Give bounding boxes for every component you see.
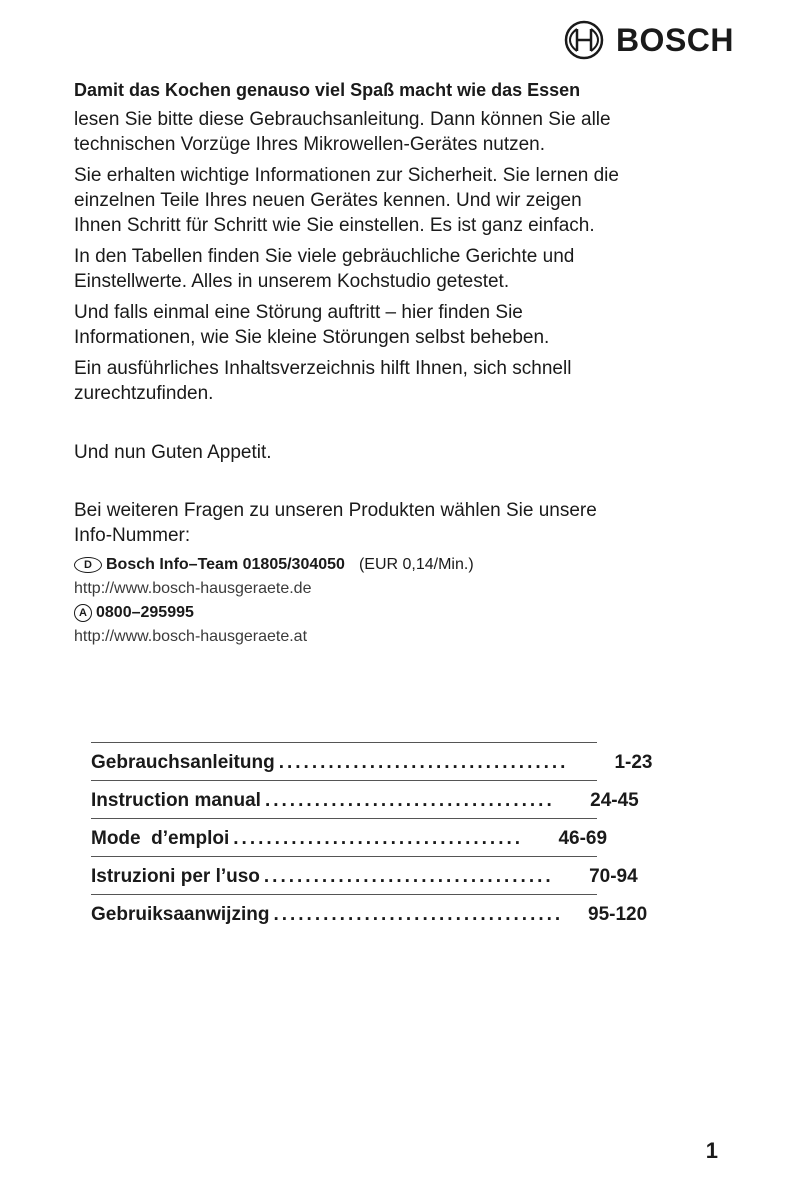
page-number: 1 — [705, 1138, 718, 1163]
closing-line: Und nun Guten Appetit. — [74, 442, 272, 463]
contact-germany-rate: (EUR 0,14/Min.) — [358, 556, 474, 573]
toc-row[interactable] — [91, 895, 648, 933]
url-austria[interactable]: http://www.bosch-hausgeraete.at — [74, 628, 308, 645]
intro-paragraph: Und falls einmal eine Störung auftritt – hier finden Sie Informationen, wie Sie kleine Störungen selbst beheben. — [74, 302, 550, 348]
contact-germany-label: Bosch Info–Team 01805/304050 — [106, 556, 345, 573]
country-badge-at: A — [74, 604, 92, 622]
contact-austria-phone: 0800–295995 — [96, 604, 194, 621]
toc-title: Gebruiksaanwijzing — [91, 904, 270, 925]
intro-section — [74, 78, 634, 648]
bosch-armature-icon — [564, 20, 604, 60]
toc-row[interactable] — [91, 819, 608, 857]
toc-pages: 46-69 — [558, 828, 608, 849]
intro-paragraph: Sie erhalten wichtige Informationen zur Sicherheit. Sie lernen die einzelnen Teile Ihres neuen Gerätes kennen. Und wir zeigen Ihnen Schritt für Schritt wie Sie einstellen. Es ist ganz einfach. — [74, 165, 619, 236]
toc-title: Mode d’emploi — [91, 828, 230, 849]
contact-germany — [74, 554, 634, 576]
bosch-logo — [564, 20, 734, 60]
url-germany[interactable]: http://www.bosch-hausgeraete.de — [74, 580, 312, 597]
toc-row[interactable] — [91, 781, 639, 819]
intro-paragraph: lesen Sie bitte diese Gebrauchsanleitung. Dann können Sie alle technischen Vorzüge Ihres Mikrowellen-Gerätes nutzen. — [74, 109, 611, 155]
toc-pages: 70-94 — [589, 866, 638, 887]
country-badge-de: D — [74, 557, 102, 573]
intro-paragraph: In den Tabellen finden Sie viele gebräuchliche Gerichte und Einstellwerte. Alles in unserem Kochstudio getestet. — [74, 246, 575, 292]
toc-title: Instruction manual — [91, 790, 261, 811]
brand-name: BOSCH — [615, 21, 734, 58]
toc-pages: 24-45 — [590, 790, 639, 811]
toc-leader: ................................... — [278, 752, 569, 773]
toc-leader: ................................... — [233, 828, 524, 849]
toc-row[interactable] — [91, 857, 638, 895]
toc-leader: ................................... — [264, 790, 555, 811]
toc-pages: 95-120 — [588, 904, 648, 925]
language-table-of-contents — [91, 742, 653, 933]
contact-intro: Bei weiteren Fragen zu unseren Produkten wählen Sie unsere Info-Nummer: — [74, 500, 597, 546]
contact-austria — [74, 602, 634, 624]
toc-leader: ................................... — [263, 866, 554, 887]
intro-heading: Damit das Kochen genauso viel Spaß macht wie das Essen — [74, 80, 581, 100]
toc-title: Istruzioni per l’uso — [91, 866, 260, 887]
toc-row[interactable] — [91, 743, 653, 781]
toc-pages: 1-23 — [614, 752, 653, 773]
intro-paragraph: Ein ausführliches Inhaltsverzeichnis hilft Ihnen, sich schnell zurechtzufinden. — [74, 358, 572, 404]
toc-title: Gebrauchsanleitung — [91, 752, 275, 773]
toc-leader: ................................... — [273, 904, 564, 925]
